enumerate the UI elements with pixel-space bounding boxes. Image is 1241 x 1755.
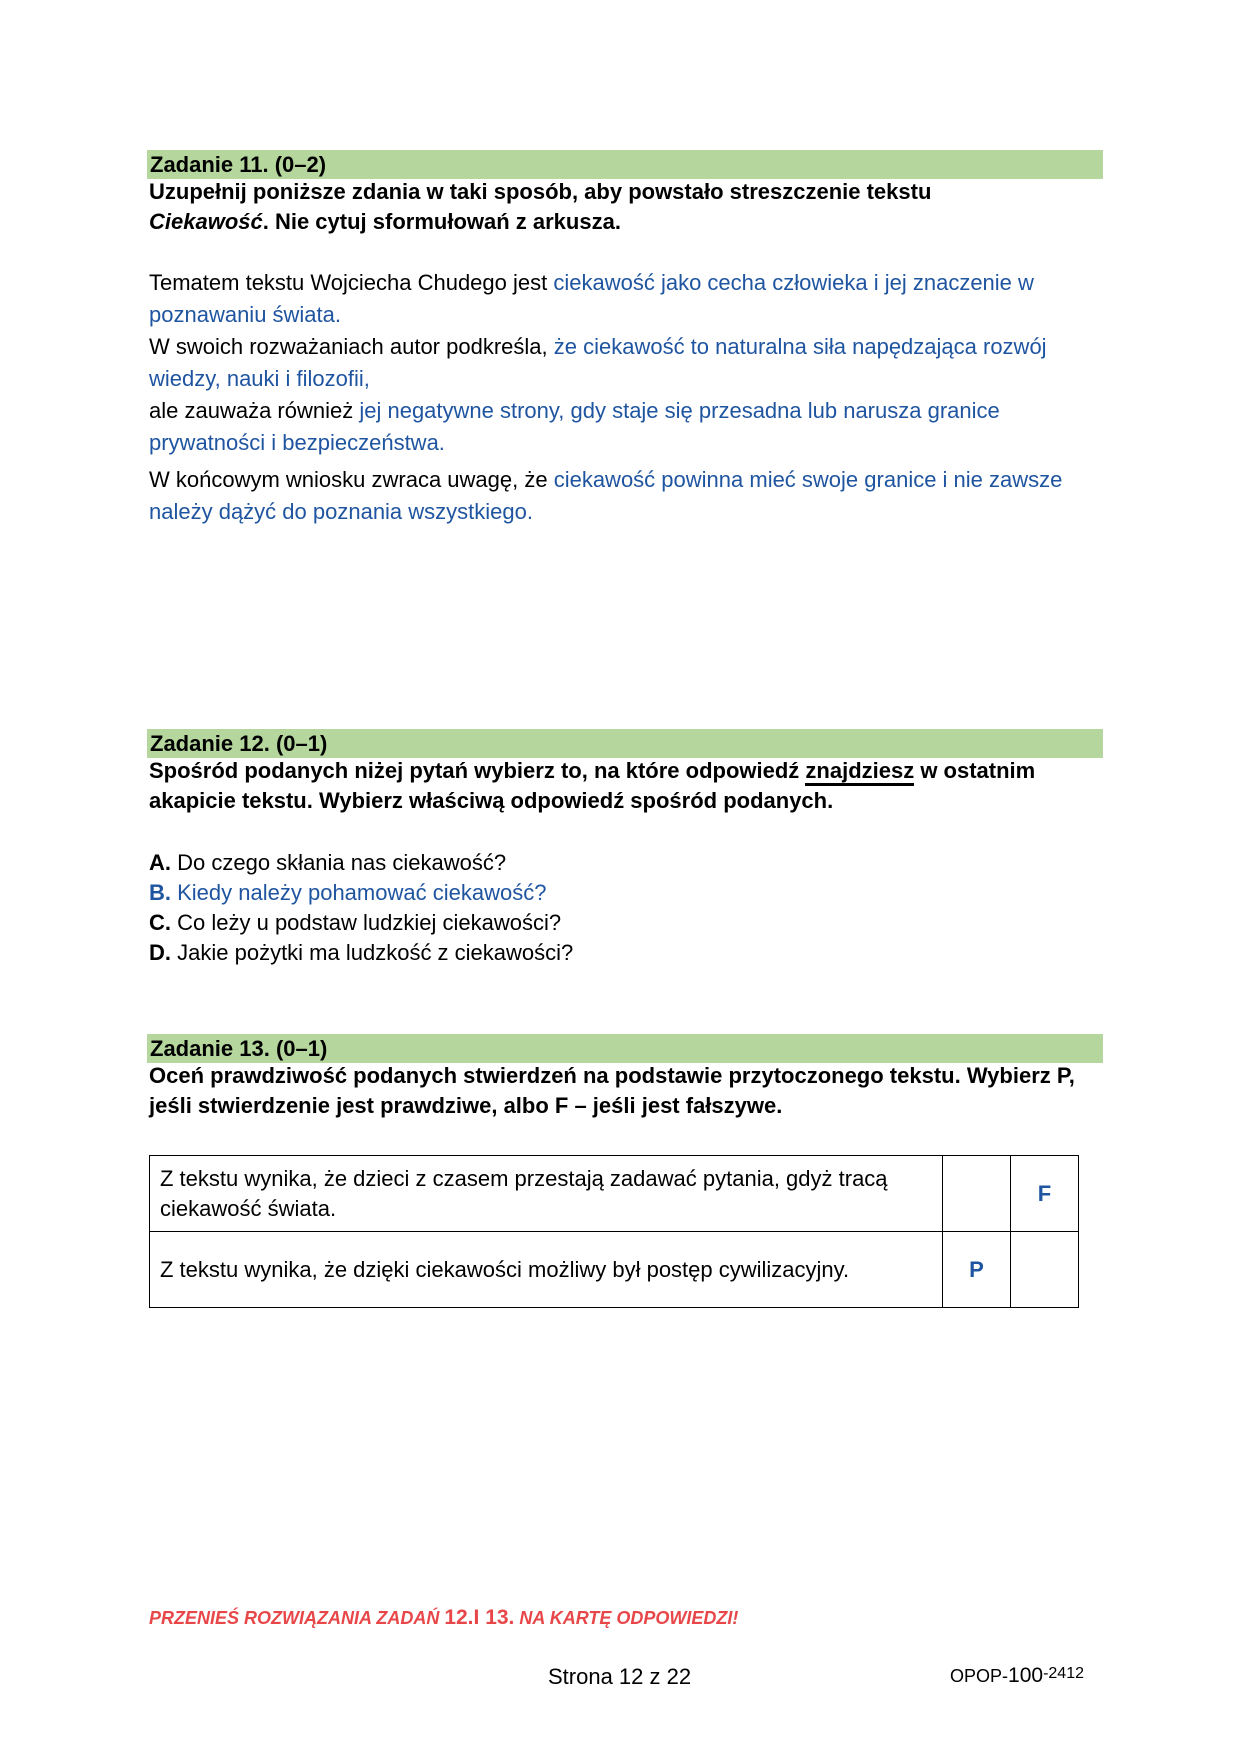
option-text: Do czego skłania nas ciekawość? bbox=[177, 850, 507, 875]
sentence-answer: ciekawość powinna mieć swoje granice i nie zawsze należy dążyć do poznania wszystkiego. bbox=[149, 467, 1063, 524]
note-text: NA KARTĘ ODPOWIEDZI! bbox=[514, 1608, 739, 1628]
option-letter: B. bbox=[149, 880, 171, 905]
f-cell[interactable]: F bbox=[1011, 1156, 1079, 1232]
task-13-instruction: Oceń prawdziwość podanych stwierdzeń na podstawie przytoczonego tekstu. Wybierz P, jeśli stwierdzenie jest prawdziwe, albo F – jeśli jest fałszywe. bbox=[149, 1063, 1075, 1118]
summary-sentence-4 bbox=[149, 464, 1089, 528]
note-task-numbers: 12.I 13. bbox=[444, 1606, 515, 1629]
transfer-answers-note bbox=[149, 1606, 738, 1630]
code-suffix: -2412 bbox=[1043, 1665, 1084, 1682]
p-cell[interactable]: P bbox=[943, 1232, 1011, 1308]
task-13-header: Zadanie 13. (0–1) bbox=[147, 1034, 1103, 1063]
sentence-answer: jej negatywne strony, gdy staje się przesadna lub narusza granice prywatności i bezpieczeństwa. bbox=[149, 398, 1000, 455]
sentence-stem: ale zauważa również bbox=[149, 398, 360, 423]
table-row bbox=[150, 1232, 1079, 1308]
f-cell[interactable] bbox=[1011, 1232, 1079, 1308]
option-letter: A. bbox=[149, 850, 171, 875]
page-number: Strona 12 z 22 bbox=[548, 1664, 692, 1689]
option-text: Co leży u podstaw ludzkiej ciekawości? bbox=[177, 910, 562, 935]
sentence-stem: W końcowym wniosku zwraca uwagę, że bbox=[149, 467, 554, 492]
note-text: PRZENIEŚ ROZWIĄZANIA ZADAŃ bbox=[149, 1608, 445, 1628]
underlined-word: znajdziesz bbox=[805, 758, 914, 786]
code-main: 100 bbox=[1008, 1664, 1044, 1687]
sentence-stem: Tematem tekstu Wojciecha Chudego jest bbox=[149, 270, 554, 295]
option-d bbox=[149, 938, 573, 968]
task-12-header: Zadanie 12. (0–1) bbox=[147, 729, 1103, 758]
option-text: Jakie pożytki ma ludzkość z ciekawości? bbox=[177, 940, 574, 965]
option-b bbox=[149, 878, 546, 908]
option-c bbox=[149, 908, 561, 938]
instruction-text: Spośród podanych niżej pytań wybierz to, na które odpowiedź bbox=[149, 758, 806, 783]
task-11-header: Zadanie 11. (0–2) bbox=[147, 150, 1103, 179]
instruction-text: . Nie cytuj sformułowań z arkusza. bbox=[262, 209, 621, 234]
option-text: Kiedy należy pohamować ciekawość? bbox=[177, 880, 547, 905]
instruction-text: Uzupełnij poniższe zdania w taki sposób, aby powstało streszczenie tekstu bbox=[149, 179, 932, 204]
instruction-text: w ostatnim akapicie tekstu. Wybierz właściwą odpowiedź spośród podanych. bbox=[149, 758, 1036, 813]
exam-code bbox=[950, 1664, 1084, 1688]
option-a bbox=[149, 848, 506, 878]
table-row bbox=[150, 1156, 1079, 1232]
option-letter: C. bbox=[149, 910, 171, 935]
task-11-instruction bbox=[149, 177, 1109, 237]
statement-cell: Z tekstu wynika, że dzieci z czasem przestają zadawać pytania, gdyż tracą ciekawość świata. bbox=[150, 1156, 943, 1232]
task-12-instruction bbox=[149, 756, 1109, 816]
summary-sentence-2 bbox=[149, 331, 1089, 395]
sentence-answer: że ciekawość to naturalna siła napędzająca rozwój wiedzy, nauki i filozofii, bbox=[149, 334, 1047, 391]
true-false-table bbox=[149, 1155, 1079, 1308]
sentence-answer: ciekawość jako cecha człowieka i jej znaczenie w poznawaniu świata. bbox=[149, 270, 1034, 327]
statement-cell: Z tekstu wynika, że dzięki ciekawości możliwy był postęp cywilizacyjny. bbox=[150, 1232, 943, 1308]
sentence-stem: W swoich rozważaniach autor podkreśla, bbox=[149, 334, 554, 359]
text-title: Ciekawość bbox=[149, 209, 263, 234]
p-cell[interactable] bbox=[943, 1156, 1011, 1232]
code-prefix: OPOP- bbox=[950, 1666, 1009, 1686]
option-letter: D. bbox=[149, 940, 171, 965]
summary-sentence-1 bbox=[149, 267, 1089, 331]
summary-sentence-3 bbox=[149, 395, 1089, 459]
